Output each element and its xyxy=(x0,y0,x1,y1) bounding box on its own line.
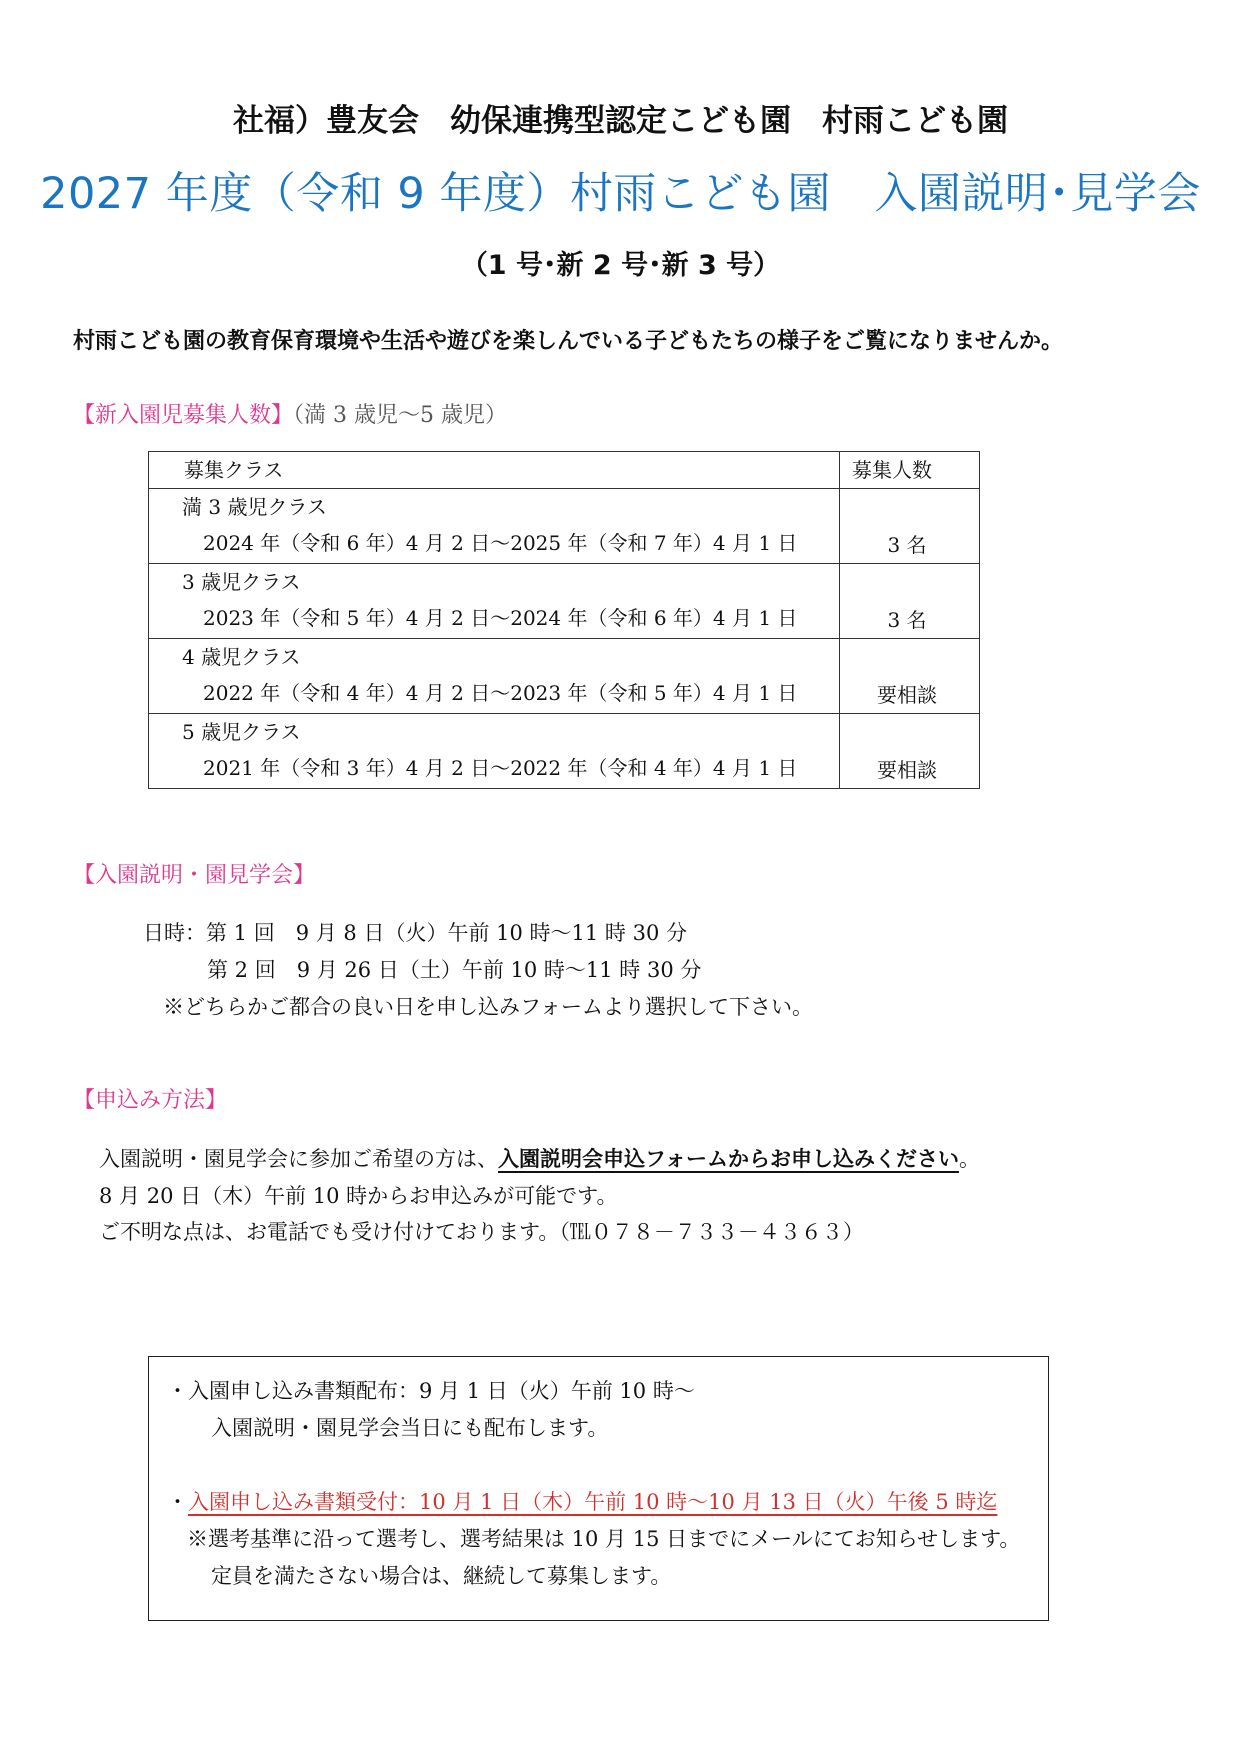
page-subtitle: （1 号･新 2 号･新 3 号） xyxy=(460,250,781,281)
box-continuation-note: 定員を満たさない場合は、継続して募集します。 xyxy=(211,1564,672,1588)
recruitment-table xyxy=(148,451,980,789)
class-name: 4 歳児クラス xyxy=(182,645,301,669)
class-cell xyxy=(149,489,840,564)
class-name: 5 歳児クラス xyxy=(182,720,301,744)
birth-range: 2021 年（令和 3 年）4 月 2 日～2022 年（令和 4 年）4 月 1 日 xyxy=(203,756,798,780)
class-count: 3 名 xyxy=(887,608,927,632)
page-title: 2027 年度（令和 9 年度）村雨こども園 入園説明･見学会 xyxy=(40,169,1201,219)
table-row xyxy=(149,489,980,564)
birth-range: 2024 年（令和 6 年）4 月 2 日～2025 年（令和 7 年）4 月 1 日 xyxy=(203,531,798,555)
box-selection-note: ※選考基準に沿って選考し、選考結果は 10 月 15 日までにメールにてお知らせします。 xyxy=(187,1527,1021,1551)
recruitment-heading-label: 【新入園児募集人数】 xyxy=(73,403,294,428)
col-header-class: 募集クラス xyxy=(149,452,840,489)
briefing-date-1: 日時：第 1 回 9 月 8 日（火）午前 10 時～11 時 30 分 xyxy=(143,921,687,945)
box-acceptance-bullet: ・ xyxy=(167,1490,188,1514)
class-cell xyxy=(149,714,840,789)
apply-line-1-post: 。 xyxy=(958,1147,980,1171)
box-distribution-note: 入園説明・園見学会当日にも配布します。 xyxy=(211,1416,609,1440)
count-cell xyxy=(840,714,980,789)
application-form-link[interactable]: 入園説明会申込フォームからお申し込みください xyxy=(498,1147,959,1171)
box-acceptance xyxy=(167,1486,997,1516)
count-cell xyxy=(840,639,980,714)
class-count: 要相談 xyxy=(877,758,937,782)
apply-line-1-pre: 入園説明・園見学会に参加ご希望の方は、 xyxy=(99,1147,498,1171)
acceptance-period: 入園申し込み書類受付：10 月 1 日（木）午前 10 時～10 月 13 日（火）午後 5 時迄 xyxy=(188,1490,998,1514)
briefing-heading: 【入園説明・園見学会】 xyxy=(73,863,316,888)
table-row xyxy=(149,714,980,789)
apply-line-1 xyxy=(99,1143,980,1173)
box-distribution: ・入園申し込み書類配布：9 月 1 日（火）午前 10 時～ xyxy=(167,1379,695,1403)
table-row xyxy=(149,639,980,714)
intro-text: 村雨こども園の教育保育環境や生活や遊びを楽しんでいる子どもたちの様子をご覧になりませんか。 xyxy=(73,329,1064,354)
apply-line-2: 8 月 20 日（木）午前 10 時からお申込みが可能です。 xyxy=(99,1184,618,1208)
birth-range: 2022 年（令和 4 年）4 月 2 日～2023 年（令和 5 年）4 月 1 日 xyxy=(203,681,798,705)
class-name: 満 3 歳児クラス xyxy=(182,495,327,519)
briefing-note: ※どちらかご都合の良い日を申し込みフォームより選択して下さい。 xyxy=(163,995,813,1019)
count-cell xyxy=(840,564,980,639)
birth-range: 2023 年（令和 5 年）4 月 2 日～2024 年（令和 6 年）4 月 1 日 xyxy=(203,606,798,630)
class-cell xyxy=(149,564,840,639)
class-cell xyxy=(149,639,840,714)
class-count: 要相談 xyxy=(877,683,937,707)
table-row xyxy=(149,564,980,639)
count-cell xyxy=(840,489,980,564)
apply-heading: 【申込み方法】 xyxy=(73,1088,228,1113)
recruitment-heading-note: （満 3 歳児～5 歳児） xyxy=(293,403,507,428)
briefing-date-2: 第 2 回 9 月 26 日（土）午前 10 時～11 時 30 分 xyxy=(207,958,702,982)
class-count: 3 名 xyxy=(887,533,927,557)
col-header-count: 募集人数 xyxy=(840,452,980,489)
table-header-row xyxy=(149,452,980,489)
org-header: 社福）豊友会 幼保連携型認定こども園 村雨こども園 xyxy=(233,103,1008,139)
recruitment-heading xyxy=(73,398,507,429)
class-name: 3 歳児クラス xyxy=(182,570,301,594)
apply-phone-line: ご不明な点は、お電話でも受け付けております。（℡０７８－７３３－４３６３） xyxy=(99,1220,864,1244)
